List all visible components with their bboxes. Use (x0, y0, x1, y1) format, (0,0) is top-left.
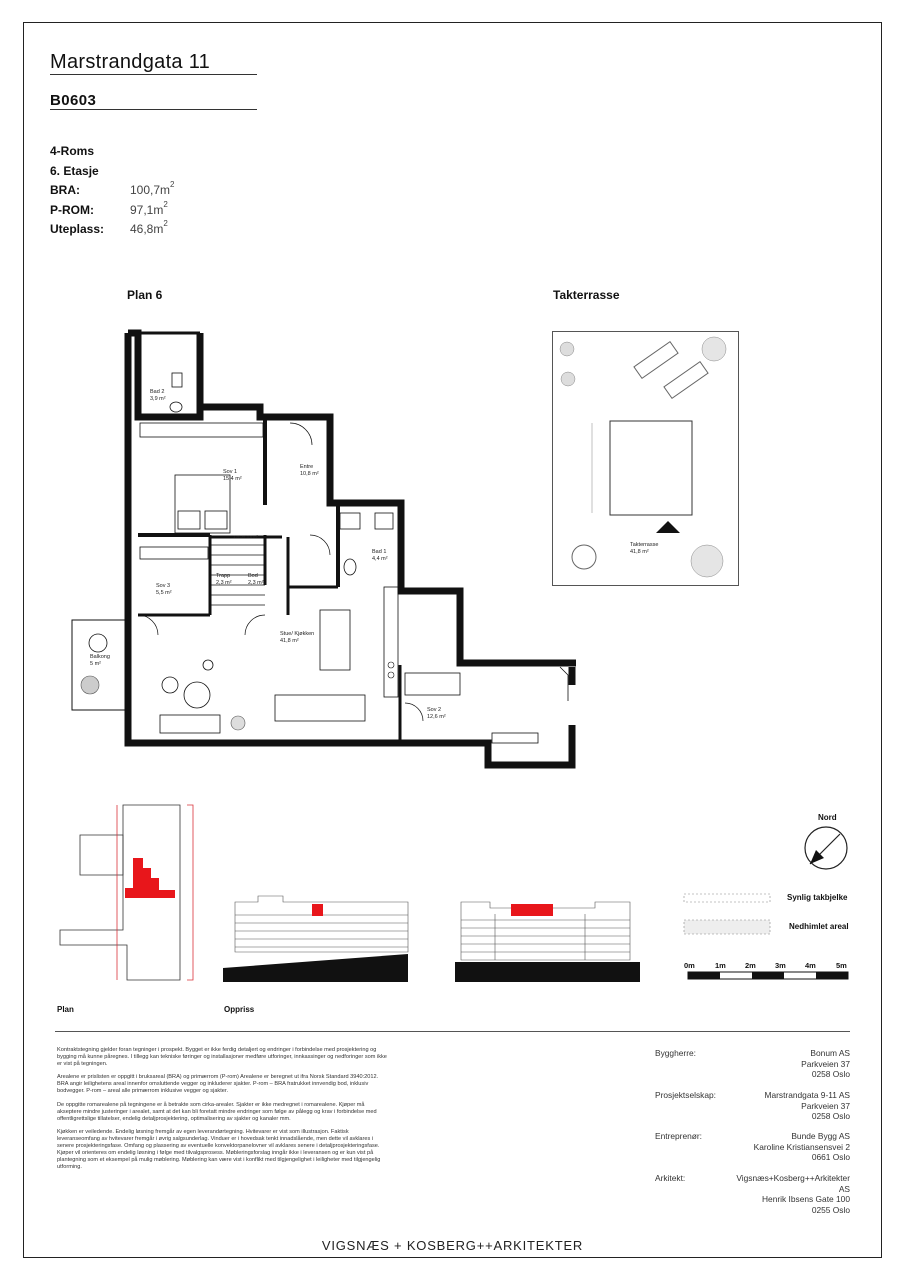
room-area-sov3: 5,5 m² (156, 590, 172, 596)
room-area-stue: 41,8 m² (280, 638, 299, 644)
scale-tick: 3m (775, 961, 786, 970)
terrace-table (572, 545, 596, 569)
spec-label: P-ROM: (50, 202, 94, 217)
bed (405, 673, 460, 695)
scale-tick: 2m (745, 961, 756, 970)
unit-underline (50, 109, 257, 110)
project-title: Marstrandgata 11 (50, 51, 211, 73)
key-plan (55, 800, 215, 985)
room-area-bad1: 4,4 m² (372, 556, 388, 562)
plan-heading: Plan 6 (127, 288, 163, 302)
spec-row-bra (50, 181, 174, 201)
room-area-bad2: 3,9 m² (150, 396, 166, 402)
room-area-sov2: 12,6 m² (427, 714, 446, 720)
scale-tick: 4m (805, 961, 816, 970)
kitchen-island (320, 610, 350, 670)
title-underline (50, 74, 257, 75)
room-label-stue: Stue/ Kjøkken (280, 631, 315, 637)
scale-tick: 5m (836, 961, 847, 970)
beam-note: 1-HOH 3,6 m² (233, 534, 258, 539)
footer-divider (55, 1031, 850, 1032)
terrace-plan (552, 331, 740, 587)
note-paragraph: Kjøkken er veiledende. Endelig løsning fremgår av egen leverandørtegning. Hvitevarer er vist som illustrasjon. Faktisk leveranseomfang av hvitevarer fremgår i øvrig salgsunderlag. Vinduer er i hovedsak tenkt innadslående, men dette vil avklares i senere prosjekteringsfase. Omfang og plassering av eventuelle konvektorpanelovner vil avklares senere i detaljprosjekteringsfase. Kjøper vil orienteres om endelig løsning i følge med tilvalgsprosess. Møbleringsforslag inngår ikke i leveransen og er kun vist på plantegning som et eksempel på mulig møblering. Møblering kan være vist i konflikt med tilgjengelighet i leiligheter med tilgjengelig utforming. (57, 1128, 381, 1171)
room-label-sov3: Sov 3 (156, 583, 171, 589)
spec-value: $100,7m^2$ (130, 180, 175, 197)
party-prosjektselskap: Prosjektselskap: Marstrandgata 9-11 AS Parkveien 37 0258 Oslo (655, 1090, 850, 1121)
party-byggherre: Byggherre: Bonum AS Parkveien 37 0258 Oslo (655, 1048, 850, 1079)
elevation-label: Oppriss (224, 1005, 255, 1014)
party-entreprenor: Entreprenør: Bunde Bygg AS Karoline Kristiansensvei 2 0661 Oslo (655, 1131, 850, 1162)
room-label-trapp: Trapp (216, 573, 231, 579)
room-label-entre: Entre (300, 464, 314, 470)
legend-swatches (680, 890, 775, 940)
room-area-entre: 10,8 m² (300, 471, 319, 477)
architect-brand: VIGSNÆS + KOSBERG++ARKITEKTER (321, 1238, 584, 1253)
terrace-heading: Takterrasse (553, 288, 620, 302)
spec-row-prom (50, 201, 174, 221)
legend-lowered-label: Nedhimlet areal (789, 922, 849, 931)
kitchen-counter (384, 587, 398, 697)
disclaimer-notes (57, 1047, 387, 1177)
dining-table (275, 695, 365, 721)
room-area-trapp: 2,3 m² (216, 580, 232, 586)
roof-stair-house (610, 421, 692, 515)
compass (800, 822, 852, 872)
elevation-east (455, 890, 645, 982)
room-label-bad1: Bad 1 (372, 549, 387, 555)
room-area-balkong: 5 m² (90, 661, 101, 667)
sofa (160, 715, 220, 733)
beam-swatch (684, 894, 770, 902)
unit-highlight (125, 858, 175, 898)
entrance-arrow (656, 521, 680, 533)
spec-row-uteplass (50, 220, 174, 240)
terrace-room-area: 41,8 m² (630, 549, 649, 555)
room-label-balkong: Balkong (90, 654, 110, 660)
note-paragraph: Arealene er prislisten er oppgitt i bruksareal (BRA) og primærrom (P-rom) Arealene er beregnet ut ifra Norsk Standard 3940:2012. BRA angir leilighetens areal innenfor omsluttende vegger og inkluderer sjakter. P-rom – BRA fratrukket innvendig bod, inklusiv bodvegger. P-rom – areal alle primærrom inklusive vegger og sjakter. (57, 1074, 379, 1095)
room-label-bod: Bod (248, 573, 258, 579)
apartment-specs (50, 142, 174, 240)
scale-bar (684, 958, 854, 984)
spec-value: $46,8m^2$ (130, 219, 168, 236)
floor-level: 6. Etasje (50, 163, 99, 178)
scale-tick: 1m (715, 961, 726, 970)
spec-label: BRA: (50, 183, 80, 197)
elevation-west (223, 890, 413, 982)
compass-label: Nord (818, 813, 837, 822)
spec-value: $97,1m^2$ (130, 199, 168, 217)
note-paragraph: Kontraktstegning gjelder foran tegninger i prospekt. Bygget er ikke ferdig detaljert og endringer i forbindelse med prosjektering og bygging må kunne påregnes. I tillegg kan tekniske føringer og installasjoner medføre utforinger, innkassinger og nedforinger som ikke er vist på tegningen. (57, 1047, 387, 1068)
unit-highlight (511, 904, 553, 916)
sunbed (664, 362, 708, 399)
room-area-sov1: 15,4 m² (223, 476, 242, 482)
room-label-sov1: Sov 1 (223, 469, 238, 475)
note-paragraph: De oppgitte romarealene på tegningene er å betrakte som cirka-arealer. Sjakter er ikke medregnet i romarealene. Kjøper må akseptere mindre justeringer i arealet, samt at det kan bli foretatt mindre endringer som følge av pålegg og krav i forbindelse med offentligrettslige tillatelser, endelig detaljprosjektering, optimalisering av sjakter og kanaler mm. (57, 1101, 377, 1122)
spec-label: Uteplass: (50, 222, 105, 236)
room-label-bad2: Bad 2 (150, 389, 165, 395)
room-area-bod: 2,3 m² (248, 580, 264, 586)
lowered-ceiling-swatch (684, 920, 770, 934)
wardrobe (140, 423, 263, 437)
room-label-sov2: Sov 2 (427, 707, 442, 713)
terrace-room-label: Takterrasse (630, 542, 659, 548)
key-plan-label: Plan (57, 1005, 74, 1014)
floor-plan (60, 325, 590, 775)
bed (175, 475, 230, 533)
party-arkitekt: Arkitekt: Vigsnæs+Kosberg++Arkitekter AS Henrik Ibsens Gate 100 0255 Oslo (655, 1173, 850, 1215)
legend-beam-label: Synlig takbjelke (787, 893, 848, 902)
room-count: 4-Roms (50, 144, 95, 158)
unit-number: B0603 (50, 92, 97, 109)
unit-highlight (312, 904, 323, 916)
wardrobe (140, 547, 208, 559)
scale-tick: 0m (684, 961, 695, 970)
sunbed (634, 342, 678, 379)
